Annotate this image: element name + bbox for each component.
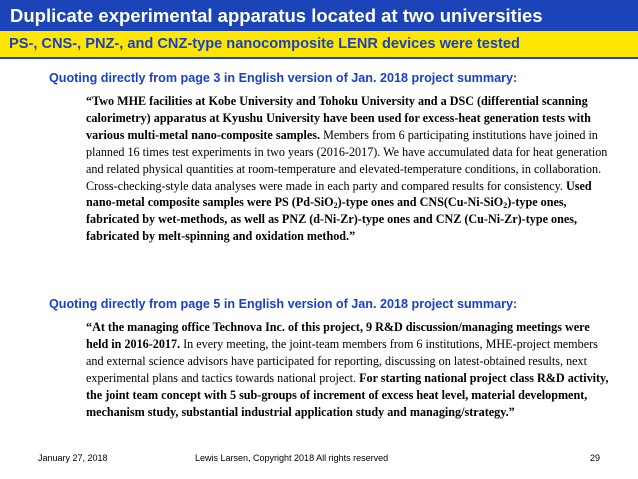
quote1-text: Members from 6 participating institutions have joined in planned 16 times test experiments in two years (2016-2017). We have accumulated data for heat generation and related physical quantities at room-temperature and elevated-temperature conditions, in collaboration. Cross-checking-style data analyses were made in each party and compared results for consistency. [86,127,608,193]
quote2-heading: Quoting directly from page 5 in English version of Jan. 2018 project summary: [49,297,518,311]
slide-subtitle: PS-, CNS-, PNZ-, and CNZ-type nanocomposite LENR devices were tested [0,31,638,57]
quote2-bold-intro: “At the managing office Technova Inc. of this project, 9 R&D discussion/managing meetings were held in 2016-2017. [86,320,590,351]
quote1-body [86,93,611,245]
title-banner [0,0,638,59]
quote2-body [86,319,611,420]
quote1-subscript-1: 2 [333,201,338,211]
slide-title: Duplicate experimental apparatus located at two universities [10,5,543,26]
quote2-bold-concept: For starting national project class R&D activity, the joint team concept with 5 sub-groups of increment of excess heat level, material development, mechanism study, substantial industrial application study and managing/strategy.” [86,370,609,419]
footer-copyright: Lewis Larsen, Copyright 2018 All rights reserved [195,453,389,463]
quote1-subscript-2: 2 [503,201,508,211]
footer-date: January 27, 2018 [38,453,108,463]
quote1-samples-part-c: )-type ones, fabricated by wet-methods, as well as PNZ (d-Ni-Zr)-type ones and CNZ (Cu-Ni-Zr)-type ones, fabricated by melt-spinning and oxidation method.” [86,195,577,244]
quote1-samples-part-b: )-type ones and CNS(Cu-Ni-SiO [337,195,504,210]
quote2-text: In every meeting, the joint-team members from 6 institutions, MHE-project members and external science advisors have participated for reporting, discussing on latest-obtained results, next experimental plans and tactics towards national project. [86,336,598,385]
quote1-heading: Quoting directly from page 3 in English version of Jan. 2018 project summary: [49,71,518,85]
footer-page-number: 29 [590,453,601,463]
quote1-samples-part-a: Used nano-metal composite samples were PS (Pd-SiO [86,178,592,210]
quote1-bold-intro: “Two MHE facilities at Kobe University and Tohoku University and a DSC (differential scanning calorimetry) apparatus at Kyushu University have been used for excess-heat generation tests with various multi-metal nano-composite samples. [86,94,591,142]
